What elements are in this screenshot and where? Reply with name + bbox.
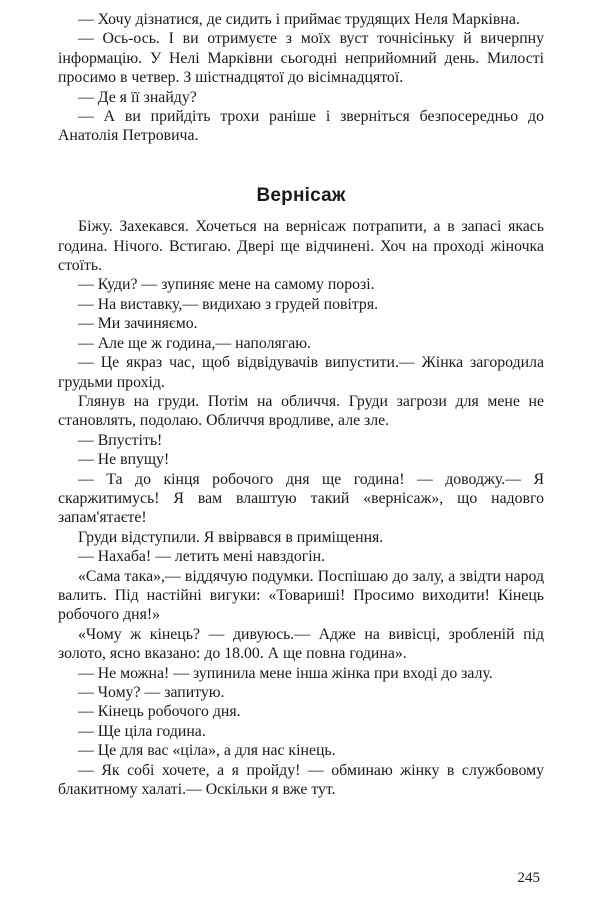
paragraph: Біжу. Захекався. Хочеться на вернісаж потрапити, а в запасі якась година. Нічого. Встигаю. Двері ще відчинені. Хоч на проході жіночка стоїть. xyxy=(58,218,544,275)
paragraph: — Хочу дізнатися, де сидить і приймає трудящих Неля Марківна. xyxy=(78,11,520,28)
paragraph: — Де я її знайду? xyxy=(78,88,197,106)
paragraph: — А ви прийдіть трохи раніше і зверніться безпосередньо до Анатолія Петровича. xyxy=(58,108,544,145)
paragraph: — Ще ціла година. xyxy=(78,722,206,740)
paragraph: — Чому? — запитую. xyxy=(78,684,225,701)
paragraph: — Не впущу! xyxy=(78,451,170,469)
paragraph: Глянув на груди. Потім на обличчя. Груди загрози для мене не становлять, подолаю. Обличчя вродливе, але зле. xyxy=(58,392,544,430)
paragraph: — Це для вас «ціла», а для нас кінець. xyxy=(78,742,336,760)
section-title: Вернісаж xyxy=(256,184,346,206)
paragraph: — Але ще ж година,— наполягаю. xyxy=(78,334,311,352)
paragraph: — Ось-ось. І ви отримуєте з моїх вуст точнісіньку й вичерпну інформацію. У Нелі Марківни сьогодні неприйомний день. Милості просимо в четвер. З шістнадцятої до вісімнадцятої. xyxy=(58,30,544,87)
paragraph: — Нахаба! — летить мені навздогін. xyxy=(78,548,326,566)
page-number: 245 xyxy=(517,870,540,886)
top-dialogue xyxy=(58,10,544,146)
paragraph: — Та до кінця робочого дня ще година! — доводжу.— Я скаржитимусь! Я вам влаштую такий «вернісаж», що надовго запам'ятаєте! xyxy=(58,470,544,527)
paragraph: «Чому ж кінець? — дивуюсь.— Адже на вивісці, зробленій під золото, ясно вказано: до 18.00. А ще повна година». xyxy=(58,625,544,663)
paragraph: — Ми зачиняємо. xyxy=(78,315,198,333)
paragraph: — Як собі хочете, а я пройду! — обминаю жінку в службовому блакитному халаті.— Оскільки я вже тут. xyxy=(58,761,544,799)
paragraph: — Це якраз час, щоб відвідувачів випустити.— Жінка загородила грудьми прохід. xyxy=(58,354,544,391)
paragraph: — Не можна! — зупинила мене інша жінка при вході до залу. xyxy=(78,664,493,682)
paragraph: — Куди? — зупиняє мене на самому порозі. xyxy=(78,276,375,294)
paragraph: «Сама така»,— віддячую подумки. Поспішаю до залу, а звідти народ валить. Під настійні вигуки: «Товариші! Просимо виходити! Кінець робочого дня!» xyxy=(58,567,544,624)
paragraph: Груди відступили. Я ввірвався в приміщення. xyxy=(78,528,384,546)
story-text xyxy=(58,217,544,799)
paragraph: — Впустіть! xyxy=(78,431,163,449)
paragraph: — На виставку,— видихаю з грудей повітря. xyxy=(78,295,379,313)
page-body xyxy=(58,10,544,799)
paragraph: — Кінець робочого дня. xyxy=(78,703,241,721)
